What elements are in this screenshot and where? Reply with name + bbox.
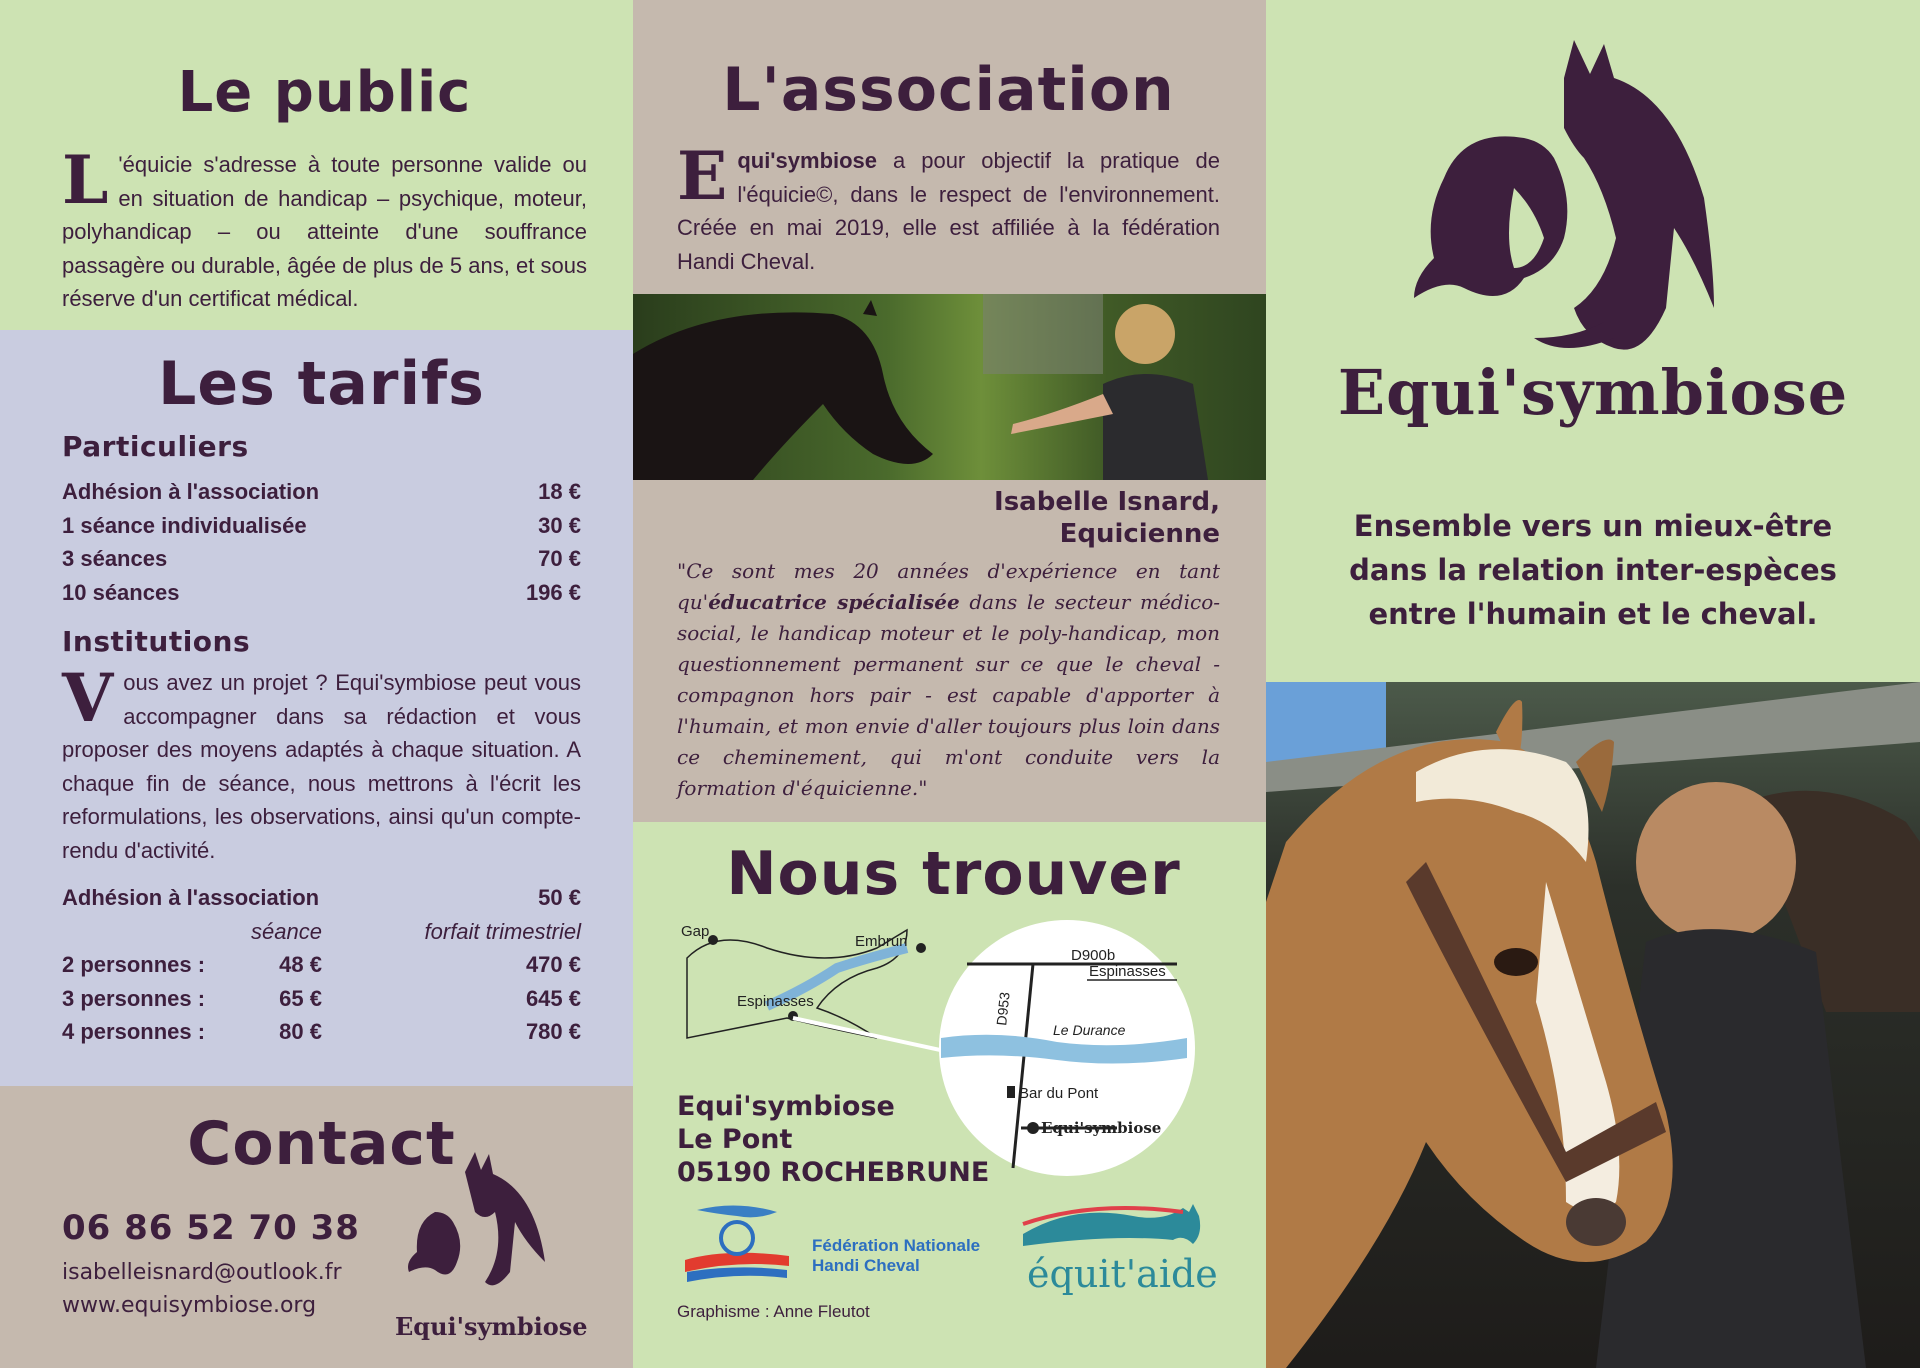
association-text [677, 137, 1220, 278]
price-row [62, 881, 581, 915]
tagline-line: dans la relation inter-espèces [1349, 553, 1837, 587]
person-section [633, 480, 1266, 822]
group-label: 3 personnes : [62, 985, 206, 1011]
map-label-espinasses-arrow: Espinasses [1089, 963, 1166, 980]
association-bold-lead: qui'symbiose [737, 148, 878, 173]
group-label: 4 personnes : [62, 1019, 206, 1044]
institutions-heading: Institutions [62, 625, 251, 658]
price-value: 30 € [538, 512, 581, 538]
map-label-river: Le Durance [1053, 1022, 1126, 1038]
map-label-road-d953: D953 [993, 991, 1013, 1027]
quote-start: "Ce sont mes 20 années d'expérience en tant qu' [677, 559, 1220, 614]
design-credit: Graphisme : Anne Fleutot [677, 1302, 870, 1321]
price-row [62, 1015, 581, 1049]
fed-logo [677, 1200, 1007, 1290]
find-title: Nous trouver [726, 839, 1181, 909]
tarifs-title: Les tarifs [158, 349, 485, 419]
public-title: Le public [177, 60, 472, 125]
particuliers-list [62, 475, 581, 609]
association-title: L'association [722, 55, 1175, 125]
price-row [62, 509, 581, 543]
equitaide-text: équit'aide [1027, 1252, 1218, 1296]
institutions-text-body: ous avez un projet ? Equi'symbiose peut vous accompagner dans sa rédaction et vous proposer des moyens adaptés à chaque situation. A chaque fin de séance, nous mettrons à l'écrit les reformulations, les observations, ainsi qu'un compte-rendu d'activité. [62, 670, 581, 863]
horse-woman-logo-icon [395, 1152, 585, 1302]
contact-email[interactable]: isabelleisnard@outlook.fr [62, 1260, 342, 1285]
contact-website[interactable]: www.equisymbiose.org [62, 1293, 317, 1318]
horse-portrait-illustration [1266, 682, 1920, 1368]
group-forfait: 645 € [525, 985, 581, 1011]
public-dropcap: L [62, 141, 109, 219]
map-label-road-d900b: D900b [1071, 947, 1116, 964]
price-label: Adhésion à l'association [62, 479, 320, 504]
institutions-prices [62, 881, 581, 1049]
group-seance: 48 € [279, 952, 322, 977]
association-section [633, 0, 1266, 294]
equitaide-logo [1013, 1194, 1218, 1304]
price-label: 10 séances [62, 579, 180, 605]
cover-section [1266, 0, 1920, 682]
group-forfait: 780 € [525, 1019, 581, 1044]
photo-horse-woman-garden [633, 294, 1266, 480]
price-value: 50 € [538, 885, 581, 910]
contact-logo [395, 1152, 588, 1352]
public-text-body: 'équicie s'adresse à toute personne valide ou en situation de handicap – psychique, moteur, polyhandicap – ou atteinte d'une souffrance passagère ou durable, âgée de plus de 5 ans, et sous réserve d'un certificat médical. [62, 152, 587, 311]
map-label-embrun: Embrun [855, 933, 908, 950]
map-label-place: Equi'symbiose [1041, 1119, 1162, 1137]
address-block [677, 1090, 989, 1189]
contact-section [0, 1086, 633, 1368]
price-row [62, 576, 581, 610]
quote-end: dans le secteur médico-social, le handicap moteur et le poly-handicap, mon questionnement permanent sur ce que le cheval - compagnon hors pair - est capable d'apporter à l'humain, et mon envie d'aller toujours plus loin dans ce cheminement, qui m'ont conduite vers la formation d'équicienne." [677, 590, 1221, 800]
institutions-dropcap: V [62, 659, 114, 737]
find-section [633, 822, 1266, 1368]
tagline-line: Ensemble vers un mieux-être [1353, 509, 1833, 543]
garden-photo-illustration [633, 294, 1266, 480]
horse-woman-logo-icon [1404, 38, 1784, 368]
person-role: Equicienne [1059, 519, 1220, 549]
cover-tagline [1266, 504, 1920, 636]
tarifs-section [0, 330, 633, 1086]
institutions-text [62, 659, 581, 867]
price-header-row [62, 915, 581, 949]
price-value: 18 € [538, 479, 581, 504]
association-text-body: a pour objectif la pratique de l'équicie©, dans le respect de l'environnement. Créée en mai 2019, elle est affiliée à la fédération Handi Cheval. [677, 148, 1220, 274]
person-quote [677, 556, 1220, 804]
price-label: 3 séances [62, 546, 168, 571]
contact-phone[interactable]: 06 86 52 70 38 [62, 1208, 360, 1248]
tagline-line: entre l'humain et le cheval. [1368, 597, 1818, 631]
price-row [62, 542, 581, 576]
price-value: 70 € [538, 546, 581, 571]
person-name: Isabelle Isnard, [994, 487, 1220, 517]
group-forfait: 470 € [525, 952, 581, 977]
cover-brand: Equi'symbiose [1337, 356, 1849, 429]
photo-horse-portrait [1266, 682, 1920, 1368]
price-value: 196 € [525, 579, 581, 605]
public-text [62, 141, 587, 316]
equitaide-horse-icon [1013, 1194, 1213, 1254]
address-line: 05190 ROCHEBRUNE [677, 1157, 990, 1188]
map-label-espinasses: Espinasses [737, 993, 814, 1010]
fed-handi-cheval-logo-icon [677, 1200, 797, 1290]
price-label: Adhésion à l'association [62, 885, 320, 910]
group-label: 2 personnes : [62, 952, 206, 977]
price-row [62, 948, 581, 982]
col-seance: séance [251, 918, 322, 944]
map-label-gap: Gap [681, 923, 710, 940]
group-seance: 80 € [279, 1019, 322, 1044]
price-row [62, 475, 581, 509]
fed-line2: Handi Cheval [812, 1256, 920, 1275]
map-label-bar: Bar du Pont [1019, 1085, 1099, 1102]
group-seance: 65 € [279, 985, 322, 1011]
col-forfait: forfait trimestriel [424, 918, 581, 944]
quote-bold: éducatrice spécialisée [708, 590, 960, 614]
contact-logo-text: Equi'symbiose [395, 1312, 588, 1341]
address-line: Equi'symbiose [677, 1091, 895, 1122]
particuliers-heading: Particuliers [62, 430, 249, 463]
public-section [0, 0, 633, 330]
contact-title: Contact [187, 1109, 456, 1179]
fed-line1: Fédération Nationale [812, 1236, 981, 1255]
association-dropcap: E [677, 137, 728, 215]
price-row [62, 982, 581, 1016]
price-label: 1 séance individualisée [62, 512, 307, 538]
address-line: Le Pont [677, 1124, 793, 1155]
